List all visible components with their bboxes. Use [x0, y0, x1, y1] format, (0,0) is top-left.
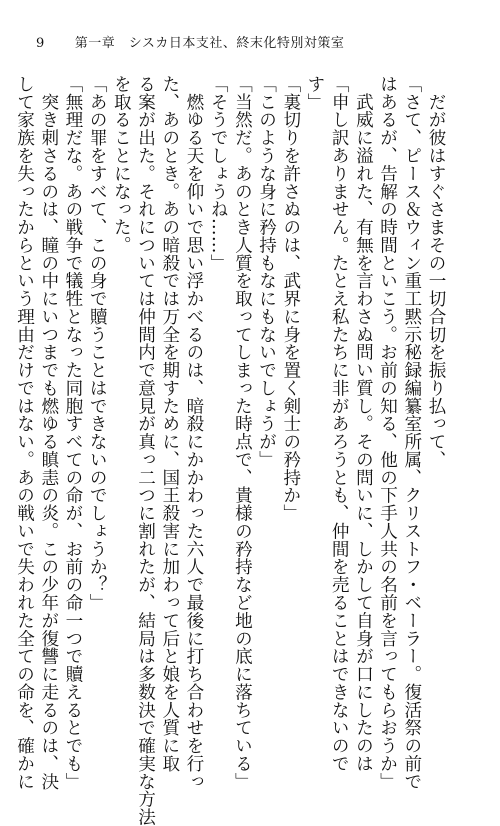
page-number: 9 [36, 36, 45, 51]
text-line: 突き刺さるのは、瞳の中にいつまでも燃ゆる瞋恚の炎。この少年が復讐に走るのは、決 [38, 75, 59, 791]
text-line: だが彼はすぐさまその一切合切を振り払って、 [426, 75, 446, 469]
text-line: して家族を失ったからという理由だけではない。あの戦いで失われた全ての命を、確かに [14, 75, 35, 791]
text-line: 「さて、ピース＆ウィン重工黙示秘録編纂室所属、クリストフ・ベーラー。復活祭の前で [401, 75, 422, 791]
text-line: 「裏切りを許さぬのは、武界に身を置く剣士の矜持か」 [280, 75, 301, 522]
text-line: 「このような身に矜持もなにもないでしょうが」 [256, 75, 277, 469]
text-line: 「当然だ。あのとき人質を取ってしまった時点で、貴様の矜持など地の底に落ちている」 [232, 75, 253, 791]
text-line: を取ることになった。 [111, 75, 132, 254]
text-line: はあるが、告解の時間といこう。お前の知る、他の下手人共の名前を言ってもらおうか」 [377, 75, 398, 791]
text-line: 燃ゆる天を仰いで思い浮かべるのは、暗殺にかかわった六人で最後に打ち合わせを行っ [183, 75, 204, 791]
text-line: 「無理だな。あの戦争で犠牲となった同胞すべての命が、お前の命一つで贖えるとでも」 [62, 75, 83, 791]
text-line: 武威に溢れた、有無を言わさぬ問い質し。その問いに、しかして自身が口にしたのは [353, 75, 374, 773]
body-text [12, 75, 448, 826]
text-line: 「あの罪をすべて、この身で贖うことはできないのでしょうか？」 [87, 75, 108, 612]
text-line: す」 [304, 75, 325, 111]
chapter-title: 第一章 シスカ日本支社、終末化特別対策室 [74, 36, 345, 51]
running-header [36, 35, 344, 53]
text-line: 「申し訳ありません。たとえ私たちに非があろうとも、仲間を売ることはできないので [329, 75, 350, 773]
text-line: 「そうでしょうね……」 [208, 75, 229, 272]
text-line: た、あのとき。あの暗殺では万全を期すために、国王殺害に加わって后と娘を人質に取 [159, 75, 180, 773]
text-line: る案が出た。それについては仲間内で意見が真っ二つに割れたが、結局は多数決で確実な方法 [135, 75, 156, 826]
